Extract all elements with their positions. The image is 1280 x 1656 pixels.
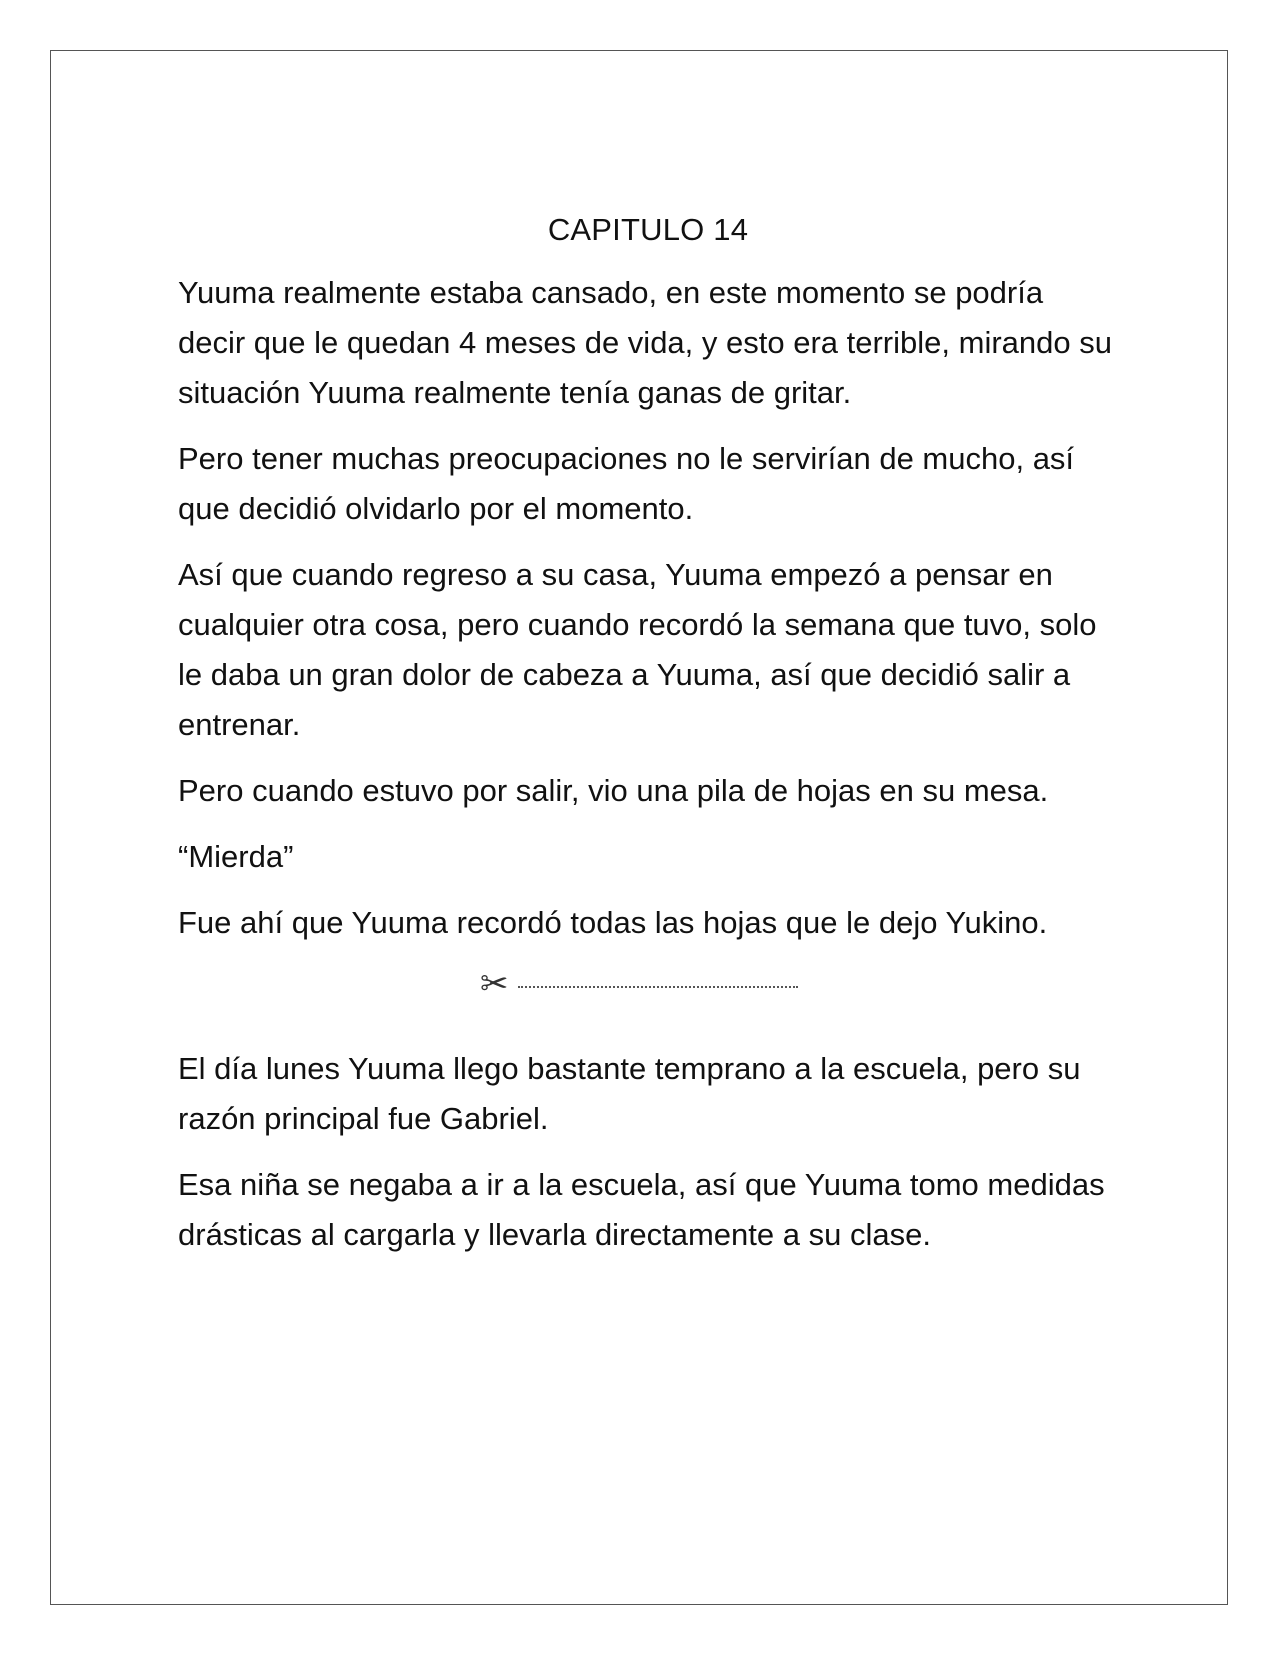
paragraph: Yuuma realmente estaba cansado, en este momento se podría decir que le quedan 4 meses de vida, y esto era terrible, mirando su situación Yuuma realmente tenía ganas de gritar. [178, 275, 1112, 410]
document-body [178, 208, 1118, 1276]
paragraph: Así que cuando regreso a su casa, Yuuma empezó a pensar en cualquier otra cosa, pero cuando recordó la semana que tuvo, solo le daba un gran dolor de cabeza a Yuuma, así que decidió salir a entrenar. [178, 557, 1097, 742]
dotted-cut-line [518, 986, 798, 988]
paragraph: Fue ahí que Yuuma recordó todas las hojas que le dejo Yukino. [178, 905, 1048, 940]
scissors-icon: ✂ [480, 964, 509, 1004]
paragraph: “Mierda” [178, 839, 294, 874]
scene-separator [178, 964, 1118, 1004]
paragraph: Pero tener muchas preocupaciones no le servirían de mucho, así que decidió olvidarlo por el momento. [178, 441, 1075, 526]
chapter-title: CAPITULO 14 [547, 212, 749, 247]
paragraph: Esa niña se negaba a ir a la escuela, así que Yuuma tomo medidas drásticas al cargarla y llevarla directamente a su clase. [178, 1167, 1105, 1252]
paragraph: Pero cuando estuvo por salir, vio una pila de hojas en su mesa. [178, 773, 1049, 808]
paragraph: El día lunes Yuuma llego bastante temprano a la escuela, pero su razón principal fue Gabriel. [178, 1051, 1081, 1136]
